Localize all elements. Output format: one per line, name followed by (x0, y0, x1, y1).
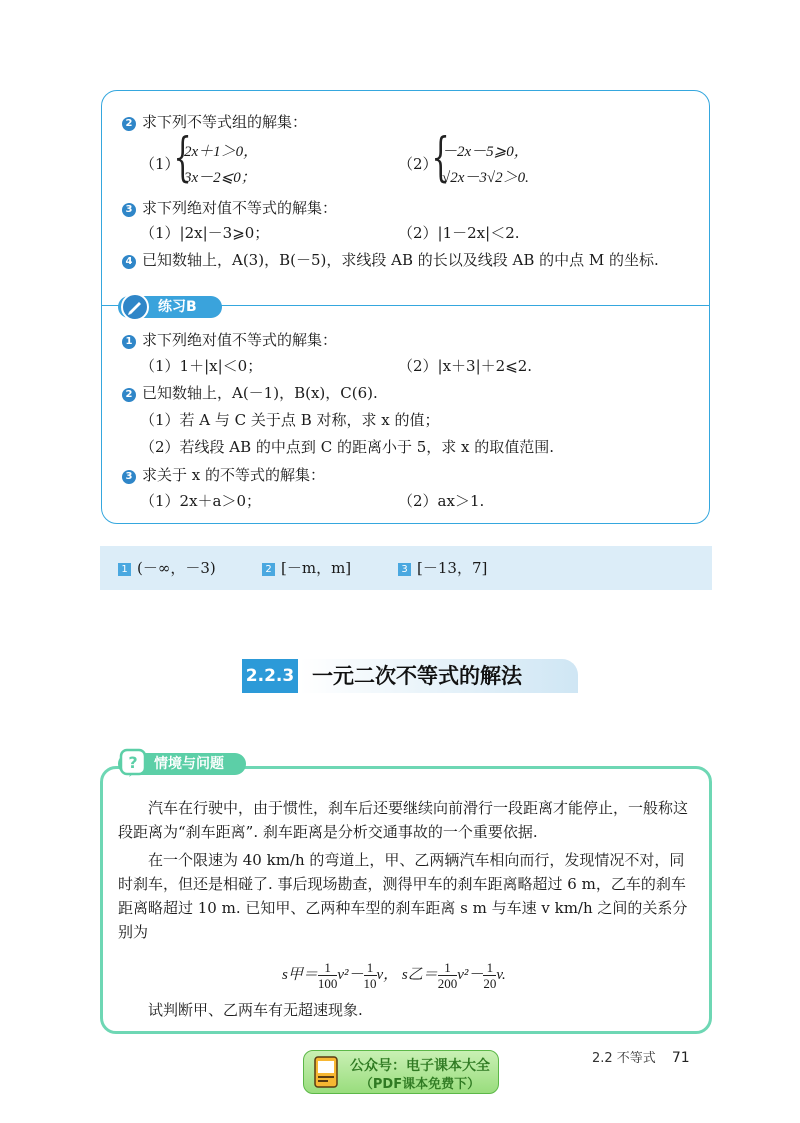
exercise-b-title: 练习B (118, 296, 222, 318)
question-number-badge: 1 (122, 335, 136, 349)
q2-part1-label: （1） (140, 155, 180, 173)
answer-number-badge: 2 (262, 563, 275, 576)
q2-part1-line1: 2x＋1＞0， (184, 144, 259, 160)
question-number-badge: 2 (122, 117, 136, 131)
banner-line-2: （PDF课本免费下） (359, 1077, 481, 1092)
exercise-b-q2-stem: 2 已知数轴上，A(－1)，B(x)，C(6). (122, 383, 378, 403)
fraction: $\frac{1}{10}$ (363, 960, 377, 992)
q3-part2: （2）|1－2x|＜2. (398, 224, 520, 242)
fraction: $\frac{1}{100}$ (317, 960, 338, 992)
question-mark-icon (119, 748, 147, 778)
book-phone-icon (309, 1054, 345, 1090)
fraction: $\frac{1}{20}$ (483, 960, 497, 992)
b-q1-part1: （1）1＋|x|＜0； (140, 357, 263, 375)
b-q2-part2: （2）若线段 AB 的中点到 C 的距离小于 5，求 x 的取值范围. (140, 438, 555, 456)
banner-line-1: 公众号：电子课本大全 (350, 1058, 490, 1074)
question-number-badge: 3 (122, 203, 136, 217)
scenario-paragraph-2: 在一个限速为 40 km/h 的弯道上，甲、乙两辆汽车相向而行，发现情况不对，同时刹车，但还是相碰了. 事后现场勘查，测得甲车的刹车距离略超过 6 m，乙车的刹车距离略超过 10 m. 已知甲、乙两种车型的刹车距离 s m 与车速 v km/h 之间的关系分别为 (118, 851, 688, 941)
q2-part2-line2: √2x－3√2＞0. (442, 170, 529, 186)
system-brace: { (431, 128, 450, 188)
exercise-a-q4-stem: 4 已知数轴上，A(3)，B(－5)，求线段 AB 的长以及线段 AB 的中点 M 的坐标. (122, 250, 659, 270)
q3-part1: （1）|2x|－3⩾0； (140, 224, 270, 242)
question-number-badge: 4 (122, 255, 136, 269)
b-q2-part1: （1）若 A 与 C 关于点 B 对称，求 x 的值； (140, 411, 440, 429)
scenario-paragraph-3: 试判断甲、乙两车有无超速现象. (148, 1001, 363, 1019)
braking-distance-formula: s甲＝ $\frac{1}{100}$ v²－ $\frac{1}{10}$ v， s乙＝ $\frac{1}{200}$ v²－ $\frac{1}{20}$ v. (282, 960, 506, 992)
exercise-b-q1-stem: 1 求下列绝对值不等式的解集： (122, 330, 337, 350)
scenario-paragraph-1: 汽车在行驶中，由于惯性，刹车后还要继续向前滑行一段距离才能停止，一般称这段距离为“刹车距离”. 刹车距离是分析交通事故的一个重要依据. (118, 799, 689, 841)
pencil-badge-icon (120, 292, 150, 322)
fraction: $\frac{1}{200}$ (437, 960, 458, 992)
q2-part2-line1: －2x－5⩾0， (442, 144, 529, 160)
b-q3-part1: （1）2x＋a＞0； (140, 492, 262, 510)
answer-item: 3 [－13，7] (398, 558, 487, 578)
exercise-a-q2-stem: 2 求下列不等式组的解集： (122, 112, 307, 132)
answer-item: 1 (－∞，－3) (118, 558, 216, 578)
exercise-b-q3-stem: 3 求关于 x 的不等式的解集： (122, 465, 325, 485)
q2-part1-line2: 3x－2⩽0； (184, 170, 256, 186)
section-number: 2.2.3 (242, 659, 298, 693)
exercise-a-q3-stem: 3 求下列绝对值不等式的解集： (122, 198, 337, 218)
svg-text:?: ? (128, 753, 138, 772)
q2-part2-label: （2） (398, 155, 438, 173)
scenario-label: 情境与问题 (118, 753, 246, 775)
question-number-badge: 3 (122, 470, 136, 484)
question-number-badge: 2 (122, 388, 136, 402)
answer-item: 2 [－m，m] (262, 558, 351, 578)
chapter-label: 2.2 不等式 (592, 1051, 656, 1066)
section-title: 一元二次不等式的解法 (312, 664, 522, 688)
system-brace: { (173, 128, 192, 188)
answer-number-badge: 1 (118, 563, 131, 576)
b-q3-part2: （2）ax＞1. (398, 492, 485, 510)
answer-number-badge: 3 (398, 563, 411, 576)
page-number: 71 (671, 1050, 690, 1066)
section-heading (242, 659, 578, 693)
page-footer (592, 1047, 690, 1066)
b-q1-part2: （2）|x＋3|＋2⩽2. (398, 357, 533, 375)
